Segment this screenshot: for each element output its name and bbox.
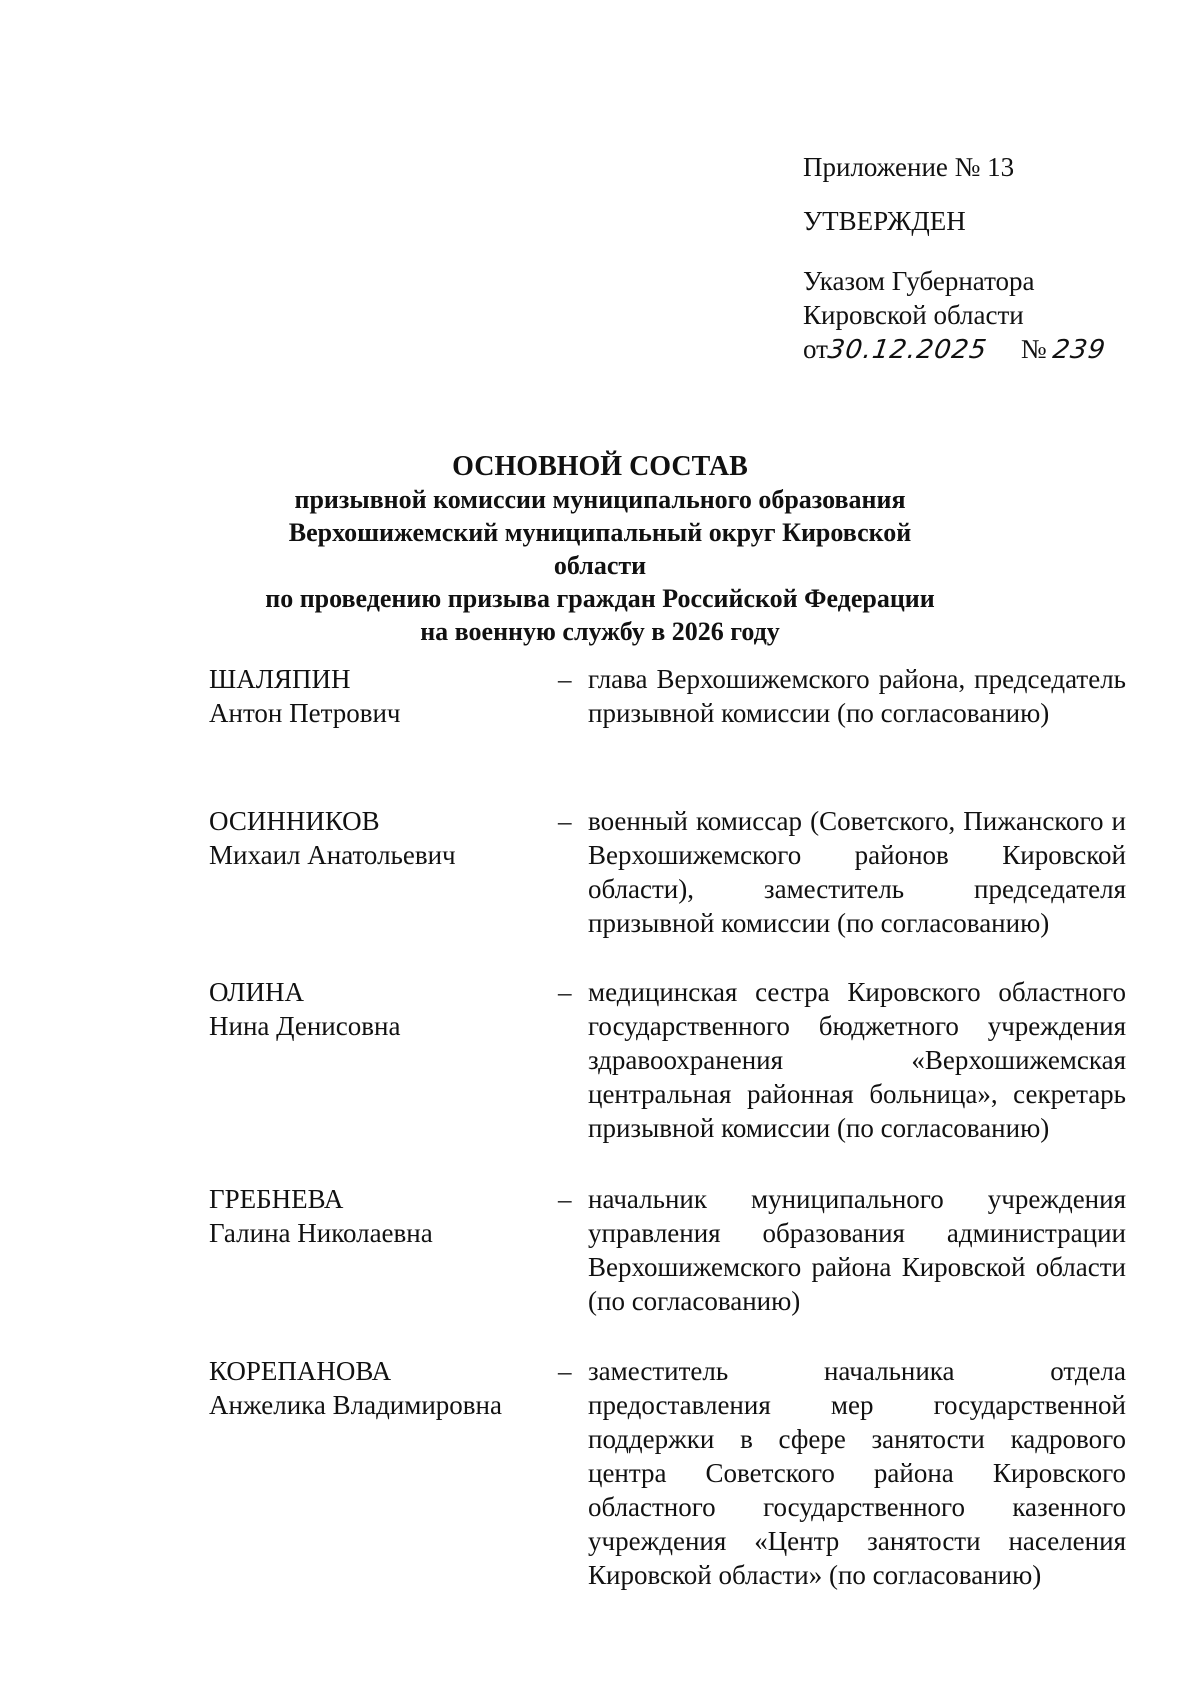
member-surname: ОЛИНА bbox=[209, 977, 304, 1007]
member-surname: ОСИННИКОВ bbox=[209, 806, 380, 836]
member-given-names: Антон Петрович bbox=[209, 698, 401, 728]
decree-date-handwritten: 30.12.2025 bbox=[825, 335, 989, 365]
approval-block bbox=[803, 150, 1133, 367]
heading-line-2: Верхошижемский муниципальный округ Кировской области bbox=[288, 518, 912, 580]
document-heading bbox=[240, 450, 960, 648]
member-name bbox=[209, 975, 549, 1043]
member-given-names: Анжелика Владимировна bbox=[209, 1390, 502, 1420]
member-name bbox=[209, 804, 549, 872]
dash-separator: – bbox=[558, 1356, 572, 1386]
member-surname: ГРЕБНЕВА bbox=[209, 1184, 344, 1214]
member-role: начальник муниципального учреждения управления образования администрации Верхошижемского района Кировской области (по согласованию) bbox=[588, 1184, 1126, 1316]
dash-separator: – bbox=[558, 1184, 572, 1214]
document-title: ОСНОВНОЙ СОСТАВ bbox=[452, 451, 748, 482]
member-role: медицинская сестра Кировского областного государственного бюджетного учреждения здравоохранения «Верхошижемская центральная районная больница», секретарь призывной комиссии (по согласованию) bbox=[588, 977, 1126, 1143]
approved-by-line-2: Кировской области bbox=[803, 300, 1024, 330]
appendix-label: Приложение № 13 bbox=[803, 152, 1015, 182]
dash-separator: – bbox=[558, 977, 572, 1007]
member-name bbox=[209, 1182, 549, 1250]
decree-date-number-line bbox=[803, 332, 1133, 367]
dash-separator: – bbox=[558, 664, 572, 694]
member-role: глава Верхошижемского района, председатель призывной комиссии (по согласованию) bbox=[588, 664, 1126, 728]
member-given-names: Галина Николаевна bbox=[209, 1218, 433, 1248]
heading-line-3: по проведению призыва граждан Российской Федерации bbox=[265, 584, 935, 613]
number-label: № bbox=[1020, 334, 1047, 364]
member-role: военный комиссар (Советского, Пижанского и Верхошижемского районов Кировской области), заместитель председателя призывной комиссии (по согласованию) bbox=[588, 806, 1126, 938]
heading-line-1: призывной комиссии муниципального образования bbox=[294, 485, 906, 514]
approved-by-line-1: Указом Губернатора bbox=[803, 266, 1035, 296]
dash-separator: – bbox=[558, 806, 572, 836]
member-name bbox=[209, 662, 549, 730]
decree-number-handwritten: 239 bbox=[1051, 335, 1109, 365]
member-name bbox=[209, 1354, 549, 1422]
date-prefix: от bbox=[803, 334, 828, 364]
member-given-names: Нина Денисовна bbox=[209, 1011, 401, 1041]
approved-label: УТВЕРЖДЕН bbox=[803, 206, 966, 236]
member-role: заместитель начальника отдела предоставления мер государственной поддержки в сфере занятости кадрового центра Советского района Кировского областного государственного казенного учреждения «Центр занятости населения Кировской области» (по согласованию) bbox=[588, 1356, 1126, 1590]
member-surname: КОРЕПАНОВА bbox=[209, 1356, 392, 1386]
member-surname: ШАЛЯПИН bbox=[209, 664, 351, 694]
heading-line-4: на военную службу в 2026 году bbox=[420, 617, 780, 646]
member-given-names: Михаил Анатольевич bbox=[209, 840, 456, 870]
